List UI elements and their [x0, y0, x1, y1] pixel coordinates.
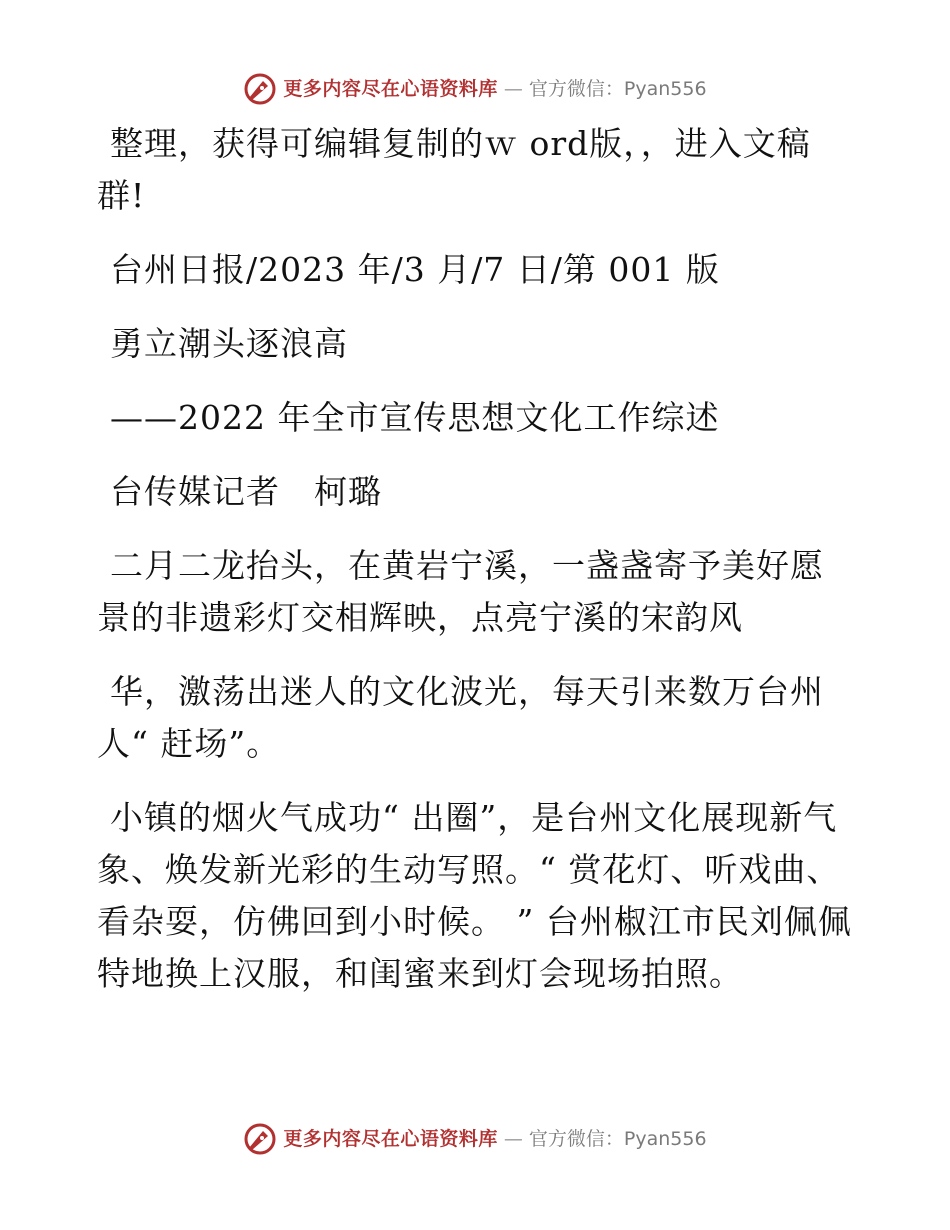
- article-byline: 台传媒记者 柯璐: [110, 472, 382, 511]
- paragraph-body-3: 小镇的烟火气成功“ 出圈”，是台州文化展现新气象、焕发新光彩的生动写照。“ 赏花灯、听戏曲、看杂耍，仿佛回到小时候。 ” 台州椒江市民刘佩佩特地换上汉服，和闺蜜来到灯会现场拍照。: [97, 798, 852, 993]
- paragraph-source: 台州日报/2023 年/3 月/7 日/第 001 版: [110, 250, 720, 289]
- watermark-contact: 官方微信：Pyan556: [528, 1128, 707, 1150]
- paragraph-body-2: 华，激荡出迷人的文化波光，每天引来数万台州人“ 赶场”。: [97, 672, 824, 763]
- paragraph-body-1: 二月二龙抬头，在黄岩宁溪，一盏盏寄予美好愿景的非遗彩灯交相辉映，点亮宁溪的宋韵风: [97, 546, 824, 637]
- watermark-text: 更多内容尽在心语资料库: [283, 1128, 498, 1150]
- watermark-contact: 官方微信：Pyan556: [528, 78, 707, 100]
- footer-watermark: [0, 1122, 950, 1156]
- watermark-dash: —: [503, 78, 523, 100]
- article-title: 勇立潮头逐浪高: [110, 324, 348, 363]
- watermark-dash: —: [503, 1128, 523, 1150]
- article-subtitle: ——2022 年全市宣传思想文化工作综述: [110, 398, 720, 437]
- pen-nib-logo-icon: [243, 1122, 277, 1156]
- paragraph-intro: 整理，获得可编辑复制的ｗ ord版，，进入文稿群!: [97, 124, 811, 215]
- document-body: [97, 118, 857, 1000]
- header-watermark: [0, 72, 950, 106]
- pen-nib-logo-icon: [243, 72, 277, 106]
- watermark-text: 更多内容尽在心语资料库: [283, 78, 498, 100]
